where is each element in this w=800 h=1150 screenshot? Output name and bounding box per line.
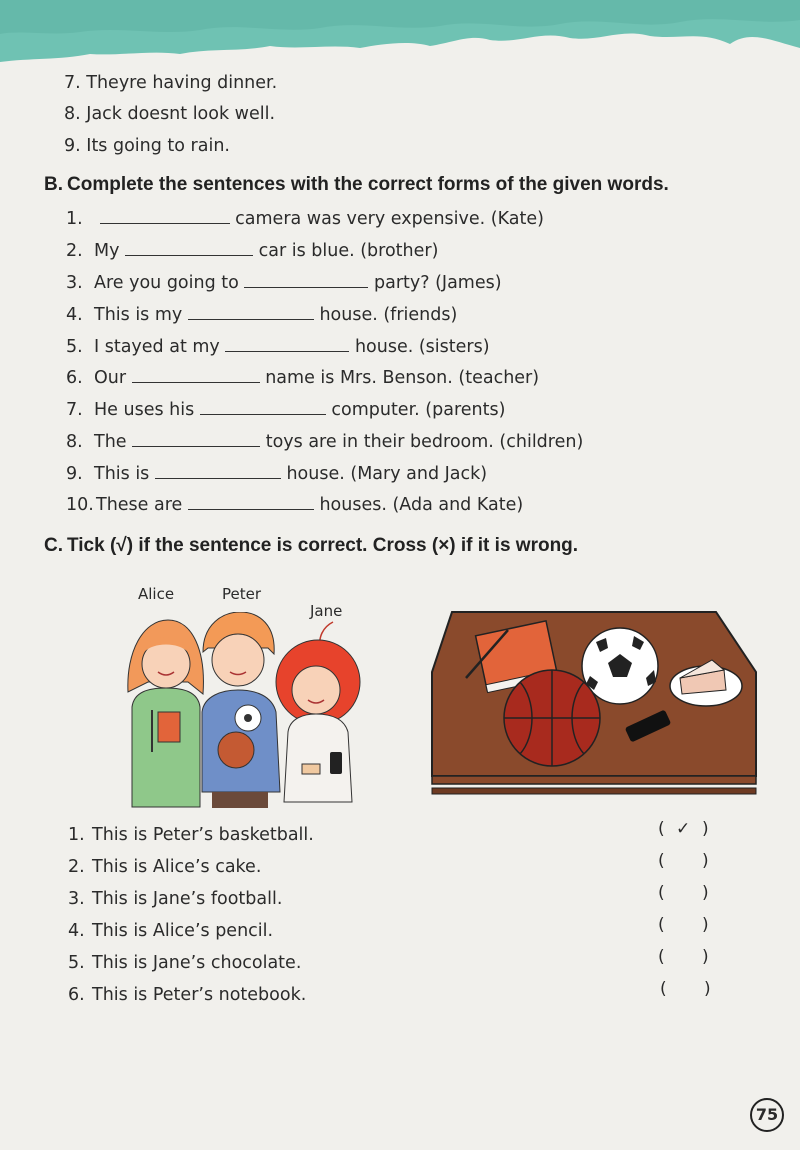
close-paren: ) [702,819,709,839]
sentence-after: car is blue. (brother) [258,241,439,261]
label-peter: Peter [222,585,262,603]
sentence-before: The [94,432,127,452]
sentence-after: party? (James) [374,273,502,293]
item-number: 5. [66,337,83,357]
close-paren: ) [702,883,709,903]
answer-blank[interactable] [200,400,326,415]
sentence-text: Theyre having dinner. [86,73,278,93]
sentence-after: house. (friends) [319,305,458,325]
sentence-before: He uses his [94,400,195,420]
item-number: 3. [68,889,85,909]
label-alice: Alice [138,585,175,603]
sentence-text: This is Jane’s chocolate. [92,953,302,973]
close-paren: ) [702,947,709,967]
open-paren: ( [658,883,665,903]
section-c-heading [44,535,578,557]
item-number: 4. [66,305,83,325]
sentence-before: Our [94,368,127,388]
answer-mark: ✓ [676,819,691,839]
answer-blank[interactable] [188,305,314,320]
sentence-after: houses. (Ada and Kate) [319,495,524,515]
section-title: Complete the sentences with the correct forms of the given words. [67,174,669,195]
sentence-text: This is Alice’s cake. [92,857,262,877]
section-letter: B. [44,174,63,195]
item-number: 7. [64,73,81,93]
sentence-text: This is Peter’s notebook. [92,985,307,1005]
close-paren: ) [702,851,709,871]
sentence-before: I stayed at my [94,337,220,357]
c-item-1 [68,824,314,846]
item-number: 10. [66,495,94,515]
label-jane: Jane [310,602,343,620]
item-number: 8. [66,432,83,452]
item-number: 2. [66,241,83,261]
peter-figure [202,612,280,808]
item-number: 1. [68,825,85,845]
item-number: 7. [66,400,83,420]
item-number: 3. [66,273,83,293]
answer-blank[interactable] [132,368,260,383]
page-number: 75 [750,1098,784,1132]
sentence-text: Its going to rain. [86,136,230,156]
alice-figure [128,620,204,807]
sentence-after: house. (sisters) [354,337,490,357]
item-number: 9. [64,136,81,156]
item-number: 8. [64,104,81,124]
section-letter: C. [44,535,63,556]
open-paren: ( [658,819,665,839]
answer-blank[interactable] [155,464,281,479]
sentence-before: These are [96,495,183,515]
sentence-text: This is Peter’s basketball. [92,825,314,845]
c-item-3 [68,888,282,910]
sentence-after: computer. (parents) [331,400,506,420]
section-title: Tick (√) if the sentence is correct. Cross (×) if it is wrong. [67,535,579,556]
answer-blank[interactable] [225,337,349,352]
basketball-object [504,670,600,766]
item-number: 9. [66,464,83,484]
open-paren: ( [658,915,665,935]
section-b-heading [44,174,669,196]
sentence-before: My [94,241,120,261]
answer-blank[interactable] [244,273,368,288]
sentence-before: Are you going to [94,273,239,293]
item-number: 2. [68,857,85,877]
a-item-9 [64,135,230,157]
open-paren: ( [660,979,667,999]
sentence-text: This is Jane’s football. [92,889,283,909]
item-number: 4. [68,921,85,941]
item-number: 6. [68,985,85,1005]
open-paren: ( [658,851,665,871]
top-banner [0,0,800,70]
answer-blank[interactable] [100,209,230,224]
table-illustration [430,608,758,798]
sentence-text: This is Alice’s pencil. [92,921,274,941]
item-number: 6. [66,368,83,388]
answer-blank[interactable] [132,432,260,447]
sentence-before: This is [94,464,150,484]
sentence-text: Jack doesnt look well. [86,104,276,124]
open-paren: ( [658,947,665,967]
b-item-2 [66,240,438,262]
children-illustration [118,612,368,812]
b-item-1 [66,208,544,230]
b-item-6 [66,367,539,389]
sentence-after: toys are in their bedroom. (children) [265,432,584,452]
close-paren: ) [702,915,709,935]
c-item-6 [68,984,306,1006]
c-item-4 [68,920,273,942]
b-item-8 [66,431,583,453]
a-item-7 [64,72,277,94]
b-item-5 [66,336,490,358]
b-item-10 [66,494,523,516]
jane-figure [276,640,360,802]
sentence-before: This is my [94,305,183,325]
answer-blank[interactable] [125,241,253,256]
b-item-9 [66,463,487,485]
b-item-4 [66,304,457,326]
b-item-3 [66,272,502,294]
item-number: 1. [66,209,83,229]
c-item-5 [68,952,301,974]
close-paren: ) [704,979,711,999]
sentence-after: name is Mrs. Benson. (teacher) [265,368,540,388]
sentence-after: house. (Mary and Jack) [286,464,488,484]
c-item-2 [68,856,261,878]
b-item-7 [66,399,505,421]
item-number: 5. [68,953,85,973]
sentence-after: camera was very expensive. (Kate) [235,209,544,229]
answer-blank[interactable] [188,495,314,510]
a-item-8 [64,103,275,125]
